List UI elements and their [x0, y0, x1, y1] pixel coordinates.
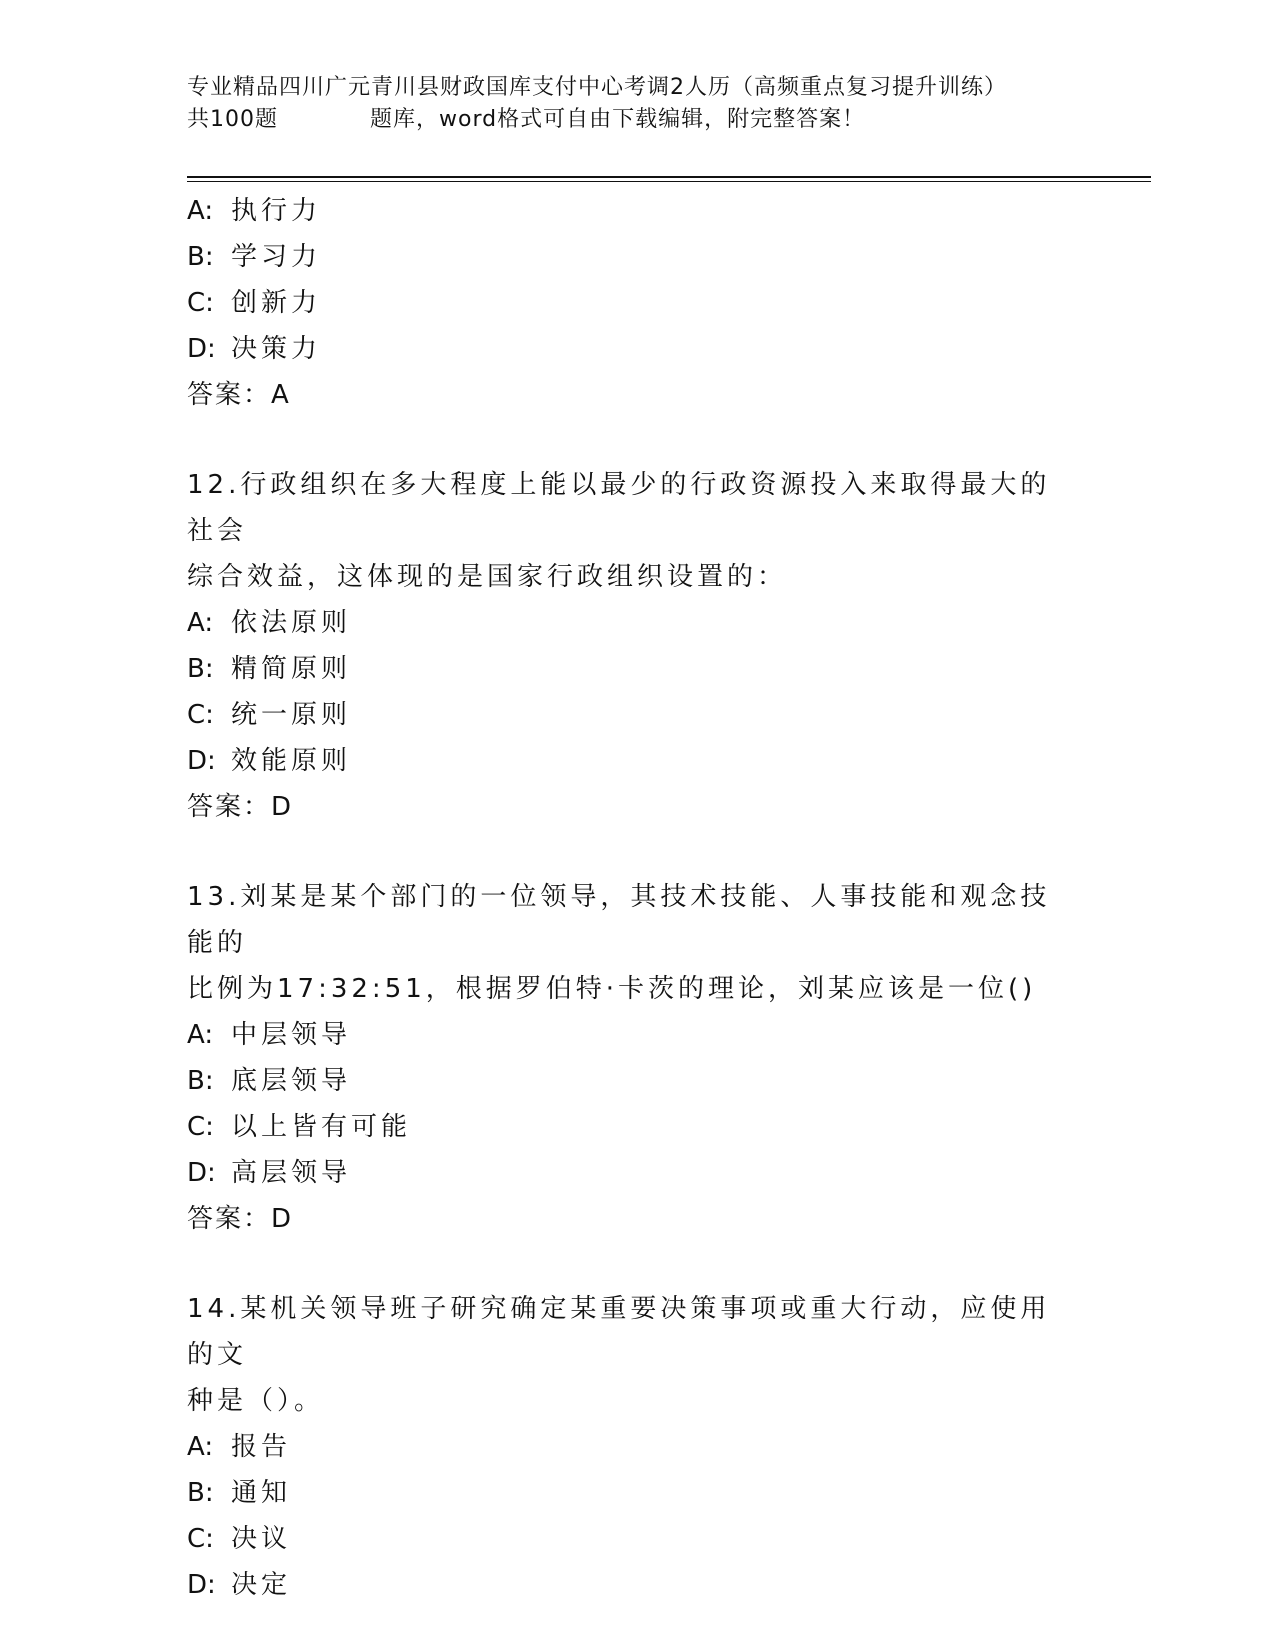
page-header — [187, 72, 1087, 136]
question-text-line2: 种是（）。 — [187, 1386, 325, 1416]
answer-line: 答案：D — [187, 1204, 294, 1234]
option-c: C: 创新力 — [187, 288, 322, 318]
question-text-line1: 13.刘某是某个部门的一位领导，其技术技能、人事技能和观念技能的 — [187, 882, 1051, 958]
question-text-line1: 12.行政组织在多大程度上能以最少的行政资源投入来取得最大的社会 — [187, 470, 1051, 546]
option-a: A: 报告 — [187, 1432, 292, 1462]
question-text-line2: 综合效益，这体现的是国家行政组织设置的： — [187, 562, 788, 592]
option-c: C: 决议 — [187, 1524, 292, 1554]
question-text-line1: 14.某机关领导班子研究确定某重要决策事项或重大行动，应使用的文 — [187, 1294, 1051, 1370]
answer-line: 答案：D — [187, 792, 294, 822]
header-question-count: 共100题 — [187, 107, 278, 132]
option-b: B: 通知 — [187, 1478, 292, 1508]
option-b: B: 学习力 — [187, 242, 322, 272]
option-d: D: 决定 — [187, 1570, 292, 1600]
option-d: D: 决策力 — [187, 334, 322, 364]
question-14 — [187, 1286, 1087, 1608]
header-description: 题库，word格式可自由下载编辑，附完整答案！ — [370, 107, 866, 132]
header-divider-thin — [187, 181, 1151, 182]
question-11 — [187, 188, 1087, 418]
option-d: D: 效能原则 — [187, 746, 352, 776]
option-c: C: 以上皆有可能 — [187, 1112, 412, 1142]
option-b: B: 底层领导 — [187, 1066, 352, 1096]
question-13 — [187, 874, 1087, 1242]
answer-line: 答案：A — [187, 380, 291, 410]
question-12 — [187, 462, 1087, 830]
option-d: D: 高层领导 — [187, 1158, 352, 1188]
header-title-line1: 专业精品四川广元青川县财政国库支付中心考调2人历（高频重点复习提升训练） — [187, 75, 1007, 100]
question-content — [187, 188, 1087, 1608]
option-b: B: 精简原则 — [187, 654, 352, 684]
option-a: A: 依法原则 — [187, 608, 352, 638]
option-a: A: 执行力 — [187, 196, 322, 226]
option-c: C: 统一原则 — [187, 700, 352, 730]
question-text-line2: 比例为17:32:51，根据罗伯特·卡茨的理论，刘某应该是一位() — [187, 974, 1037, 1004]
header-divider-thick — [187, 176, 1151, 178]
option-a: A: 中层领导 — [187, 1020, 352, 1050]
header-title-line2 — [187, 104, 1087, 136]
